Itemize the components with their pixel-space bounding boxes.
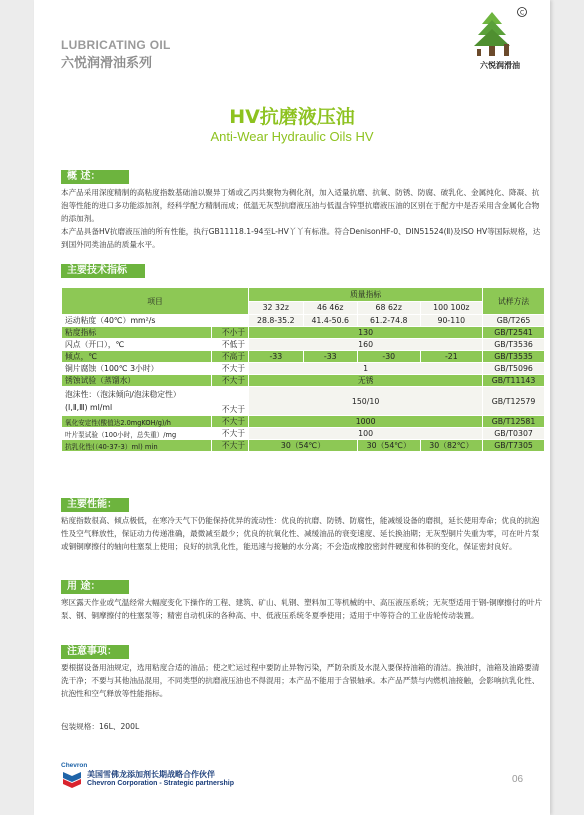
table-row [62,416,545,428]
table-row [62,327,545,339]
value-cell: 100 [249,428,483,440]
param-limit: 不大于 [211,363,248,375]
param-name: 粘度指标 [62,327,212,339]
overview-paragraph-2: 本产品具备HV抗磨液压油的所有性能，执行GB11118.1-94至L-HV丫丫有标准。符合DenisonHF-0、DIN51524(Ⅱ)及ISO HV等国际规格，达到国外同类油品的质量水平。 [61,227,541,249]
value-cell: 150/10 [249,387,483,416]
col-item-header: 项目 [62,288,249,315]
value-cell: 30（82℃） [420,440,483,452]
param-name: 闪点（开口），℃ [62,339,212,351]
value-cell: 61.2-74.8 [357,315,420,327]
section-tech-heading: 主要技术指标 [61,264,145,278]
value-cell: 无锈 [249,375,483,387]
table-row [62,387,545,416]
value-cell: -33 [249,351,303,363]
table-row [62,351,545,363]
chevron-wordmark: Chevron [61,762,88,769]
page-number: 06 [512,774,524,785]
grade-header: 32 32z [249,301,303,315]
value-cell: 1000 [249,416,483,428]
param-limit: 不大于 [211,428,248,440]
grade-header: 68 62z [357,301,420,315]
value-cell: -30 [357,351,420,363]
value-cell: 1 [249,363,483,375]
performance-text: 粘度指数很高、倾点极低，在寒冷天气下仍能保持优异的流动性：优良的抗磨、防锈、防腐性，能减缓设备的磨损，延长使用寿命；优良的抗泡性及空气释放性，保证动力传递准确，最微减至最少；优良的抗氧化性、减缓油品的衰变速度、延长换油期；无灰型铜片失重为零，可在叶片泵或铜铜摩擦付的轴向柱塞泵上使用；良好的抗乳化性，能迅速与接触的水分离；不会造成橡胶密封件硬度和体积的变化，保证密封良好。 [61,516,540,551]
spec-table [61,287,545,452]
table-row [62,339,545,351]
param-limit: 不高于 [211,351,248,363]
section-notes-heading: 注意事项： [61,645,129,659]
param-name: 叶片泵试验（100小时，总失重）/mg [62,428,212,440]
method-cell: GB/T0307 [483,428,545,440]
overview-text [61,186,545,251]
value-cell: 41.4-50.6 [303,315,357,327]
table-row [62,375,545,387]
series-title-en: LUBRICATING OIL [61,38,171,52]
value-cell: 28.8-35.2 [249,315,303,327]
tree-logo-icon [468,4,532,60]
method-cell: GB/T2541 [483,327,545,339]
param-name [62,387,212,416]
section-performance-heading: 主要性能： [61,498,129,512]
series-title-cn: 六悦润滑油系列 [61,56,153,71]
method-cell: GB/T3536 [483,339,545,351]
param-name: 锈蚀试验（蒸馏水） [62,375,212,387]
logo-text: 六悦润滑油 [480,61,520,70]
param-name: 氧化安定性(酸值达2.0mgKOH/g)/h [62,416,212,428]
partner-text-cn: 美国雪佛龙添加剂长期战略合作伙伴 [87,770,215,779]
section-overview-heading: 概 述： [61,170,129,184]
table-row [62,315,545,327]
value-cell: 30（54℃） [249,440,358,452]
table-row [62,363,545,375]
method-cell: GB/T12581 [483,416,545,428]
param-name: 抗乳化性(（40-37-3）ml) min [62,440,212,452]
usage-text: 寒区露天作业或气温经常大幅度变化下操作的工程、建筑、矿山、轧钢、塑料加工等机械的中、高压液压系统；无灰型适用于钢-铜摩擦付的叶片泵、钢、铜摩擦付的柱塞泵等；精密自动机床的各种高、中、低液压系统冬夏季使用；适用于中等符合的工业齿轮传动装置。 [61,598,543,620]
section-usage-heading: 用 途： [61,580,129,594]
method-cell: GB/T12579 [483,387,545,416]
chevron-logo-icon [62,770,82,788]
value-cell: 30（54℃） [357,440,420,452]
product-title-cn: HV抗磨液压油 [229,106,355,128]
param-limit: 不大于 [211,440,248,452]
grade-header: 46 46z [303,301,357,315]
notes-text: 要根据设备用油规定，选用粘度合适的油品；使之贮运过程中要防止异物污染，严防杂质及水混入要保持油箱的清洁。换油时，油箱及油路要清洗干净；不要与其他油品混用，不同类型的抗磨液压油也不得混用；本产品不能用于含银轴承。本产品严禁与内燃机油接触，会影响抗乳化性、抗泡性和空气释放等性能指标。 [61,663,540,698]
svg-text:C: C [520,9,525,17]
col-method-header: 试样方法 [483,288,545,315]
method-cell: GB/T265 [483,315,545,327]
packaging-spec: 包装规格：16L、200L [61,722,140,731]
value-cell: -21 [420,351,483,363]
param-limit: 不大于 [211,375,248,387]
grade-header: 100 100z [420,301,483,315]
param-limit: 不小于 [211,327,248,339]
value-cell: 90-110 [420,315,483,327]
brand-logo [468,4,532,76]
table-row [62,428,545,440]
table-row [62,440,545,452]
param-name-line1: 泡沫性：（泡沫倾向/泡沫稳定性） [65,390,181,399]
param-name: 铜片腐蚀（100℃ 3小时） [62,363,212,375]
overview-paragraph-1: 本产品采用深度精制的高粘度指数基础油以聚异丁烯或乙丙共聚物为稠化剂，加入适量抗磨、抗氧、防锈、防腐、破乳化、金属纯化、降凝、抗泡等性能的进口多功能添加剂，经科学配方精制而成；低温无灰型抗磨液压油与低温含锌型抗磨液压油的区别在于配方中是否采用含金属化合物的添加剂。 [61,188,540,223]
document-page [34,0,550,815]
param-name: 运动粘度（40℃）mm²/s [62,315,249,327]
param-name-line2: (Ⅰ,Ⅱ,Ⅲ) ml/ml [65,403,113,412]
method-cell: GB/T3535 [483,351,545,363]
param-limit: 不大于 [211,416,248,428]
product-title-en: Anti-Wear Hydraulic Oils HV [210,129,374,144]
value-cell: -33 [303,351,357,363]
value-cell: 160 [249,339,483,351]
method-cell: GB/T5096 [483,363,545,375]
param-limit: 不大于 [211,387,248,416]
value-cell: 130 [249,327,483,339]
param-name: 倾点，℃ [62,351,212,363]
method-cell: GB/T11143 [483,375,545,387]
partner-text-en: Chevron Corporation - Strategic partnership [87,780,235,787]
method-cell: GB/T7305 [483,440,545,452]
param-limit: 不低于 [211,339,248,351]
col-quality-header: 质量指标 [249,288,483,302]
